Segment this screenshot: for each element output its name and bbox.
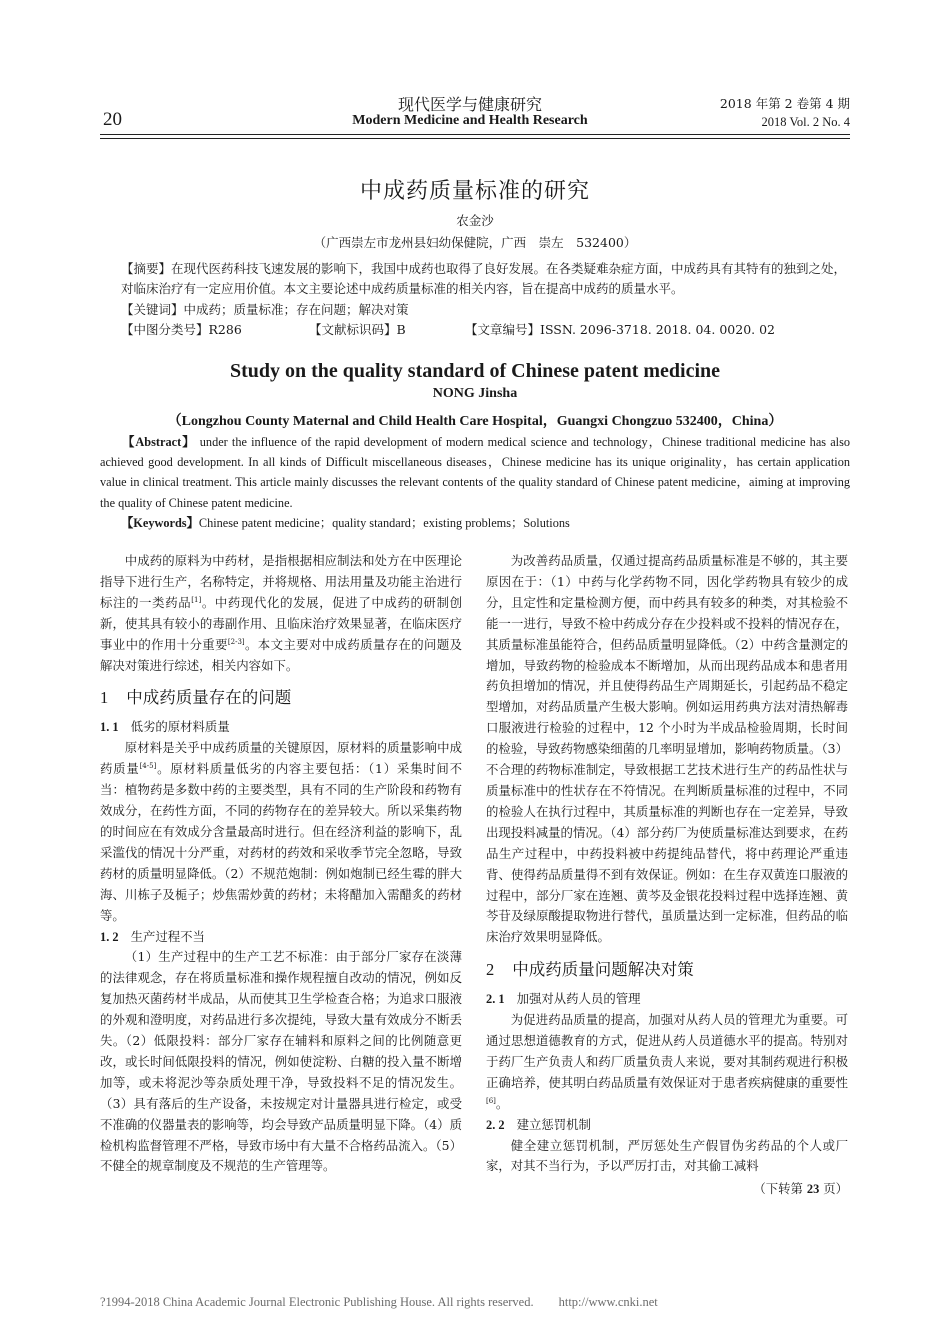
copyright-footer: ?1994-2018 China Academic Journal Electronic Publishing House. All rights reserved. http://www.cnki.net	[100, 1295, 658, 1309]
subsection-title: 建立惩罚机制	[516, 1116, 591, 1132]
keywords-cn	[121, 300, 850, 320]
paragraph-text: 为促进药品质量的提高，加强对从药人员的管理尤为重要。可通过思想道德教育的方式，促进从药人员道德水平的提高。特别对于药厂生产负责人和药厂质量负责人来说，要对其制药观进行积极正确培养，使其明白药品质量有效保证对于患者疾病健康的重要性	[486, 1012, 848, 1090]
intro-text-c: 。本文主要对中成药质量存在的问题及解决对策进行综述，相关内容如下。	[100, 636, 463, 673]
issue-info-en: 2018 Vol. 2 No. 4	[761, 115, 850, 129]
keywords-en	[121, 513, 850, 533]
continued-text: 页）	[819, 1181, 848, 1197]
subsection-title: 低劣的原材料质量	[130, 719, 230, 735]
section-number: 1	[100, 688, 109, 708]
abstract-en-label: 【Abstract】	[121, 435, 196, 449]
document-code: 【文献标识码】B	[309, 322, 406, 337]
article-title-cn: 中成药质量标准的研究	[359, 179, 590, 204]
paragraph-text: 。原材料质量低劣的内容主要包括：（1）采集时间不当：植物药是多数中药的主要类型，具有不同的生产阶段和药物有效成分，在药性方面，不同的药物存在的差异较大。所以采集药物的时间应在有效成分含量最高时进行。但在经济利益的影响下，乱采滥伐的情况十分严重，对药材的药效和采收季节完全忽略，导致药材的质量明显降低。（2）不规范炮制：例如炮制已经生霉的胖大海、川栋子及栀子；炒焦需炒黄的药材；未将醋加入需醋炙的药材等。	[100, 761, 463, 923]
subsection-title: 生产过程不当	[130, 928, 205, 944]
subsection-heading-2-2	[486, 1115, 848, 1136]
subsection-number: 1. 1	[100, 720, 119, 735]
section-number: 2	[486, 960, 495, 980]
paragraph-text: 原材料是关乎中成药质量的关键原因，原材料的质量影响中成药质量	[100, 740, 462, 777]
subsection-title: 加强对从药人员的管理	[516, 991, 641, 1007]
issue-info-cn: 2018 年第 2 卷第 4 期	[719, 96, 850, 111]
paragraph-text: 。	[495, 1095, 509, 1111]
continued-text: （下转第	[753, 1181, 807, 1197]
keywords-en-text: Chinese patent medicine；quality standard；existing problems；Solutions	[198, 516, 570, 530]
subsection-number: 1. 2	[100, 929, 119, 944]
paragraph-2-1	[486, 1010, 848, 1115]
abstract-cn-label: 【摘要】	[121, 261, 172, 276]
subsection-heading-2-1	[486, 989, 848, 1010]
article-number: 【文章编号】ISSN. 2096-3718. 2018. 04. 0020. 02	[465, 322, 775, 337]
keywords-cn-label: 【关键词】	[121, 302, 184, 317]
author-cn: 农金沙	[456, 213, 494, 228]
paragraph-2-2: 健全建立惩罚机制，严厉惩处生产假冒伪劣药品的个人或厂家，对其不当行为，予以严厉打击，对其偷工减料	[486, 1137, 848, 1174]
affiliation-cn: （广西崇左市龙州县妇幼保健院，广西 崇左 532400）	[313, 235, 637, 250]
continued-page: 23	[806, 1182, 820, 1197]
abstract-cn-text: 在现代医药科技飞速发展的影响下，我国中成药也取得了良好发展。在各类疑难杂症方面，中成药具有其特有的独到之处，对临床治疗有一定应用价值。本文主要论述中成药质量标准的相关内容，旨在提高中成药的质量水平。	[121, 261, 847, 296]
journal-title-en: Modern Medicine and Health Research	[352, 113, 588, 128]
subsection-heading-1-2	[100, 927, 462, 948]
paragraph-1-2-cont: 为改善药品质量，仅通过提高药品质量标准是不够的，其主要原因在于：（1）中药与化学药物不同，因化学药物具有较少的成分，且定性和定量检测方便，而中药具有较多的种类，对其检验不能一一进行，导致不检中药成分存在少投料或不投料的情况存在，其质量标准虽能符合，但药品质量明显降低。（2）中药含量测定的增加，导致药物的检验成本不断增加，从而出现药品成本和患者用药负担增加的情况，并且使得药品生产周期延长，引起药品不稳定型增加，对药品质量产生极大影响。例如运用药典方法对清热解毒口服液进行检验的过程中，12 个小时为半成品检验周期，长时间的检验，导致药物感染细菌的几率明显增加，影响药物质量。（3）不合理的药物标准制定，导致根据工艺技术进行生产的药品性状与质量标准中的性状存在不符情况。在判断质量标准的过程中，不同的检验人在执行过程中，其质量标准的判断也存在一定差异，导致出现投料减量的情况。（4）部分药厂为使质量标准达到要求，在药品生产过程中，中药投料被中药提纯品替代，将中药理论严重违背、使得药品质量得不到有效保证。例如：在生存双黄连口服液的过程中，部分厂家在连翘、黄芩及金银花投料过程中选择连翘、黄芩苷及绿原酸提取物进行替代，虽质量达到一定标准，但药品的临床治疗效果明显降低。	[486, 553, 848, 945]
page-number: 20	[103, 109, 122, 130]
abstract-cn	[121, 259, 850, 299]
section-title: 中成药质量存在的问题	[126, 688, 292, 708]
abstract-en-text: under the influence of the rapid development of modern medical science and technology，Chinese traditional medicine has also achieved good development. In all kinds of Difficult miscellaneous diseases，Chinese medicine has its unique originality，has certain application value in clinical treatment. This article mainly discusses the relevant contents of the quality standard of Chinese patent medicine，aiming at improving the quality of Chinese patent medicine.	[100, 435, 851, 510]
keywords-cn-text: 中成药；质量标准；存在问题；解决对策	[183, 302, 409, 317]
citation-ref: [4-5]	[139, 762, 157, 771]
section-title: 中成药质量问题解决对策	[512, 960, 694, 980]
section-heading-1	[100, 686, 462, 710]
author-en: NONG Jinsha	[432, 386, 518, 401]
article-title-en: Study on the quality standard of Chinese patent medicine	[229, 360, 721, 382]
section-heading-2	[486, 958, 848, 982]
subsection-heading-1-1	[100, 717, 462, 738]
affiliation-en: （Longzhou County Maternal and Child Health Care Hospital，Guangxi Chongzuo 532400，China）	[167, 414, 783, 429]
intro-text-a: 中成药的原料为中药材，是指根据相应制法和处方在中医理论指导下进行生产，名称特定，并将规格、用法用量及功能主治进行标注的一类药品	[100, 553, 462, 610]
subsection-number: 2. 2	[486, 1117, 505, 1132]
intro-text-b: 。中药现代化的发展，促进了中成药的研制创新，使其具有较小的毒副作用、且临床治疗效果显著，在临床医疗事业中的作用十分重要	[100, 594, 463, 652]
abstract-en	[100, 432, 850, 513]
paragraph-1-2: （1）生产过程中的生产工艺不标准：由于部分厂家存在淡薄的法律观念，存在将质量标准和操作规程擅自改动的情况，例如反复加热灭菌药材半成品，从而使其卫生学检查合格；为追求口服液的外观和澄明度，对药品进行多次提纯，导致大量有效成分不断丢失。（2）低限投料：部分厂家存在辅料和原料之间的比例随意更改，或长时间低限投料的情况，例如使淀粉、白糖的投入量不断增加等，或未将泥沙等杂质处理干净，导致投料不足的情况发生。（3）具有落后的生产设备，未按规定对计量器具进行检定，或受不准确的仪器量表的影响等，均会导致产品质量明显下降。（4）质检机构监督管理不严格，导致市场中有大量不合格药品流入。（5）不健全的规章制度及不规范的生产管理等。	[100, 949, 462, 1174]
citation-ref: [2-3]	[227, 637, 245, 646]
continued-note	[486, 1179, 848, 1200]
header-rule-thick	[100, 134, 850, 135]
clc-number: 【中图分类号】R286	[121, 322, 242, 337]
intro-paragraph	[100, 551, 462, 676]
header-rule-thin	[100, 138, 850, 139]
keywords-en-label: 【Keywords】	[121, 516, 199, 530]
body-column-right	[486, 551, 848, 1200]
paragraph-1-1	[100, 738, 462, 926]
citation-ref: [6]	[486, 1096, 496, 1105]
citation-ref: [1]	[191, 595, 202, 604]
body-column-left	[100, 551, 462, 1177]
journal-title-cn: 现代医学与健康研究	[397, 95, 542, 114]
subsection-number: 2. 1	[486, 992, 505, 1007]
